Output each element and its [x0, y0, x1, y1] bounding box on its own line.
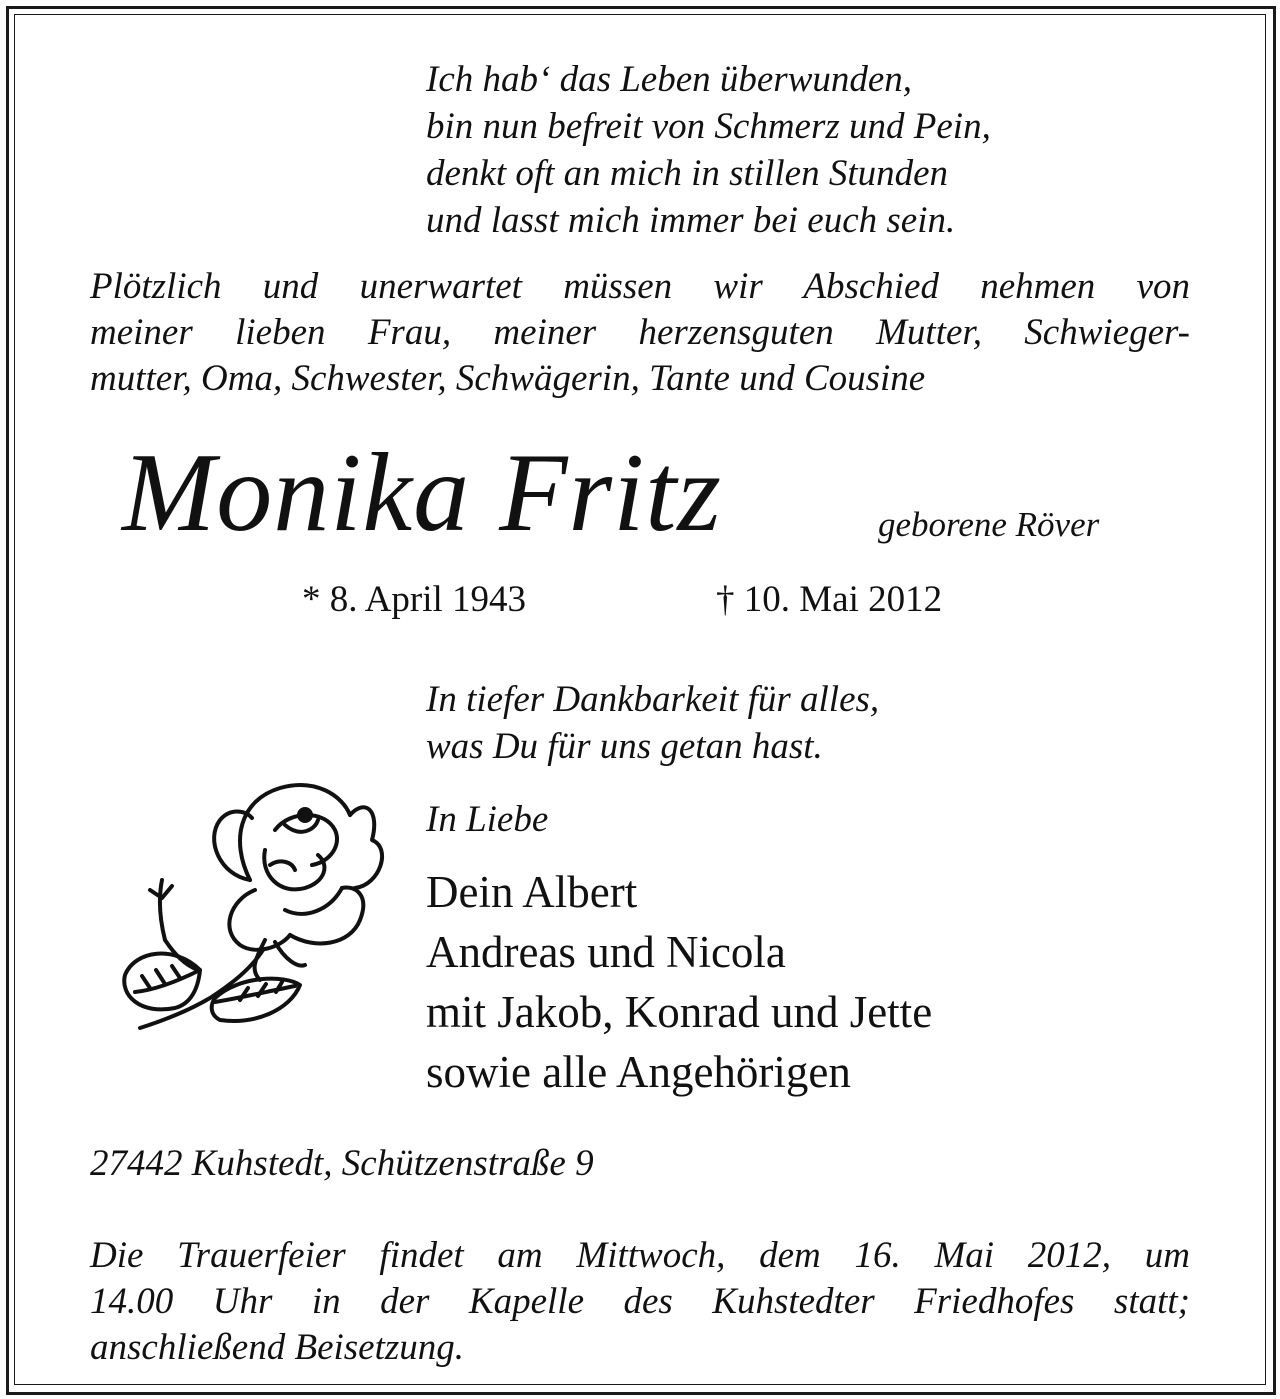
intro-line: mutter, Oma, Schwester, Schwägerin, Tante und Cousine	[90, 358, 926, 399]
intro-text	[90, 264, 1190, 402]
intro-line: Plötzlich und unerwartet müssen wir Abschied nehmen von	[90, 266, 1190, 307]
poem-line: und lasst mich immer bei euch sein.	[426, 200, 956, 241]
poem-line: denkt oft an mich in stillen Stunden	[426, 153, 949, 194]
funeral-line: Die Trauerfeier findet am Mittwoch, dem 16. Mai 2012, um	[90, 1235, 1190, 1276]
signer-line: Dein Albert	[426, 867, 638, 917]
birth-name: geborene Röver	[878, 505, 1100, 544]
signers	[426, 862, 932, 1102]
funeral-line: anschließend Beisetzung.	[90, 1327, 465, 1368]
thanks-text	[426, 676, 879, 770]
birth-date: * 8. April 1943	[302, 579, 527, 620]
funeral-line: 14.00 Uhr in der Kapelle des Kuhstedter Friedhofes statt;	[90, 1281, 1190, 1322]
signer-line: mit Jakob, Konrad und Jette	[426, 987, 933, 1037]
deceased-name: Monika Fritz	[122, 431, 722, 555]
poem-line: bin nun befreit von Schmerz und Pein,	[426, 106, 991, 147]
poem	[426, 56, 991, 244]
funeral-text	[90, 1233, 1190, 1371]
poem-line: Ich hab‘ das Leben überwunden,	[426, 59, 913, 100]
rose-icon	[80, 770, 400, 1060]
thanks-line: was Du für uns getan hast.	[426, 726, 823, 767]
closing-text: In Liebe	[426, 799, 549, 840]
signer-line: Andreas und Nicola	[426, 927, 786, 977]
intro-line: meiner lieben Frau, meiner herzensguten Mutter, Schwieger-	[90, 312, 1190, 353]
address: 27442 Kuhstedt, Schützenstraße 9	[90, 1143, 594, 1184]
thanks-line: In tiefer Dankbarkeit für alles,	[426, 679, 880, 720]
death-date: † 10. Mai 2012	[716, 579, 943, 620]
signer-line: sowie alle Angehörigen	[426, 1047, 851, 1097]
